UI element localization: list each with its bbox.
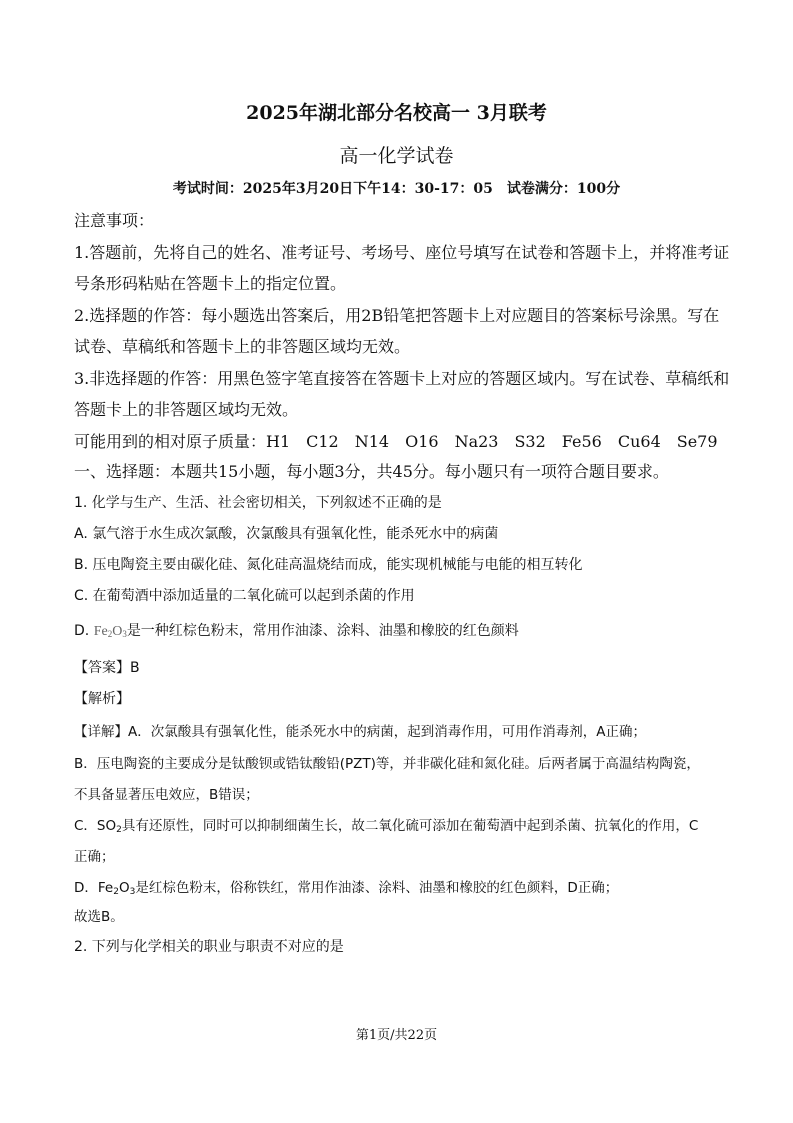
notice-item-3-line-1: 3.非选择题的作答：用黑色签字笔直接答在答题卡上对应的答题区域内。写在试卷、草稿纸和 [74, 369, 730, 388]
question-1-analysis-label: 【解析】 [74, 691, 130, 707]
notice-heading: 注意事项： [74, 211, 155, 230]
detail-d [74, 876, 734, 897]
detail-d-sub-3: 3 [129, 887, 136, 897]
notice-item-2-line-1: 2.选择题的作答：每小题选出答案后，用2B铅笔把答题卡上对应题目的答案标号涂黑。写在 [74, 306, 720, 325]
question-1-option-c: C. 在葡萄酒中添加适量的二氧化硫可以起到杀菌的作用 [74, 588, 415, 604]
notice-item-1-line-2: 号条形码粘贴在答题卡上的指定位置。 [74, 274, 347, 293]
question-1-answer: 【答案】B [74, 660, 140, 676]
notice-item-1-line-1: 1.答题前，先将自己的姓名、准考证号、考场号、座位号填写在试卷和答题卡上，并将准考证 [74, 243, 730, 262]
notice-item-2-line-2: 试卷、草稿纸和答题卡上的非答题区域均无效。 [74, 337, 411, 356]
detail-d-o: O [118, 880, 130, 896]
exam-time: 考试时间：2025年3月20日下午14：30-17：05 试卷满分：100分 [172, 181, 621, 197]
formula-o: O [112, 624, 123, 639]
option-d-text: 是一种红棕色粉末，常用作油漆、涂料、油墨和橡胶的红色颜料 [126, 623, 519, 639]
detail-c-prefix: C．SO [74, 818, 117, 834]
detail-c-line-2: 正确； [74, 849, 115, 865]
question-2-stem: 2. 下列与化学相关的职业与职责不对应的是 [74, 939, 344, 955]
detail-d-sub-2: 2 [113, 887, 119, 897]
detail-b-line-1: B．压电陶瓷的主要成分是钛酸钡或锆钛酸铅(PZT)等，并非碳化硅和氮化硅。后两者属于高温结构陶瓷， [74, 756, 700, 772]
option-d-formula [94, 624, 127, 639]
detail-c-text: 具有还原性，同时可以抑制细菌生长，故二氧化硫可添加在葡萄酒中起到杀菌、抗氧化的作用，C [121, 818, 699, 834]
section-one-heading: 一、选择题：本题共15小题，每小题3分，共45分。每小题只有一项符合题目要求。 [74, 462, 669, 481]
question-1-stem: 1. 化学与生产、生活、社会密切相关，下列叙述不正确的是 [74, 495, 442, 511]
notice-item-3-line-2: 答题卡上的非答题区域均无效。 [74, 400, 299, 419]
detail-c-sub: 2 [116, 825, 122, 835]
page-footer: 第1页/共22页 [355, 1028, 438, 1043]
option-d-prefix: D. [74, 623, 90, 639]
exam-title: 2025年湖北部分名校高一 3月联考 [246, 102, 547, 124]
question-1-option-d [74, 620, 734, 640]
detail-b-line-2: 不具备显著压电效应，B错误； [74, 787, 259, 803]
question-1-option-b: B. 压电陶瓷主要由碳化硅、氮化硅高温烧结而成，能实现机械能与电能的相互转化 [74, 557, 583, 573]
detail-d-prefix: D．Fe [74, 880, 114, 896]
formula-sub-3: 3 [122, 629, 127, 639]
detail-c-line-1 [74, 814, 734, 835]
exam-subtitle: 高一化学试卷 [339, 145, 454, 167]
detail-a: 【详解】A．次氯酸具有强氧化性，能杀死水中的病菌，起到消毒作用，可用作消毒剂，A正确； [74, 724, 646, 740]
atomic-masses: 可能用到的相对原子质量：H1 C12 N14 O16 Na23 S32 Fe56 Cu64 Se79 [74, 432, 718, 451]
formula-sub-2: 2 [107, 629, 113, 639]
conclusion: 故选B。 [74, 909, 124, 925]
question-1-option-a: A. 氯气溶于水生成次氯酸，次氯酸具有强氧化性，能杀死水中的病菌 [74, 526, 499, 542]
detail-d-text: 是红棕色粉末，俗称铁红，常用作油漆、涂料、油墨和橡胶的红色颜料，D正确； [135, 880, 619, 896]
formula-fe: Fe [93, 624, 108, 639]
